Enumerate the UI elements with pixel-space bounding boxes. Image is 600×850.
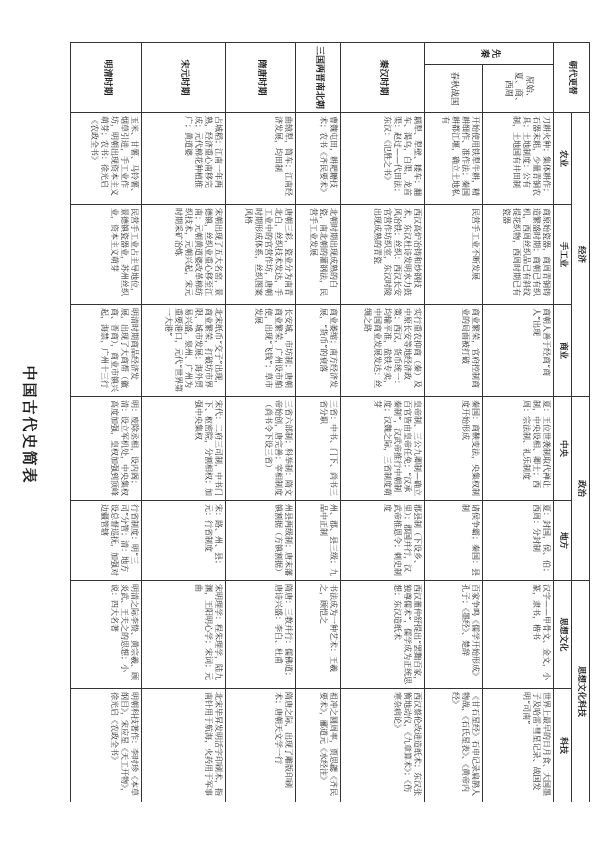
era-cell: 原始、夏、商、西周 (483, 65, 554, 113)
era-cell: 宋元时期 (141, 43, 225, 113)
header-agriculture: 农业 (554, 113, 572, 205)
science-cell: 北宋毕昇发明活字印刷术，指南针用于航海，火药用于军事 (141, 689, 225, 802)
table-viewport (70, 42, 600, 802)
era-cell: 秦汉时期 (341, 43, 425, 113)
thought-cell: 隋唐：三教并行：儒佛道；唐诗兴盛：李白、杜甫 (225, 581, 296, 689)
commerce-cell: 北宋纸币“交子”出现，商业繁荣，打破坊市界限，城市发展；海外贸易兴盛，泉州、广州为重要港口，元代“世界第一大港” (141, 305, 225, 397)
thought-cell: 明清之际李贽、黄宗羲、顾炎武、王夫之的思想；小说：四大名著 (71, 581, 142, 689)
era-cell: 隋唐时期 (225, 43, 296, 113)
header-era: 朝代更替 (554, 43, 590, 113)
agriculture-cell: 曹魏屯田，耕耙耱技术；农书《齐民要术》 (296, 113, 341, 205)
thought-cell: 书法成为一种艺术：王羲之，顾恺之 (296, 581, 341, 689)
local-cell: 诸侯争霸；秦国：县制 (425, 501, 483, 581)
handicraft-cell: 民营手工业不断发展 (425, 205, 483, 305)
xianqin-label: 先秦 (425, 43, 554, 65)
header-local: 地方 (554, 501, 572, 581)
era-cell: 春秋战国 (425, 65, 483, 113)
central-cell: 三省：中书、门下、尚书三省分职 (296, 397, 341, 501)
handicraft-cell: 北朝时期出现成熟的白瓷，南北朝的灌钢法，民营手工业发展 (296, 205, 341, 305)
thought-cell: 西汉董仲舒提出“罢黜百家，独尊儒术”，儒学成为正统思想；东汉造纸术 (341, 581, 425, 689)
science-cell: 隋唐之际，出现了雕版印刷术；唐朝天文学一行 (225, 689, 296, 802)
thought-cell: 百家争鸣《儒学开始形成》孔子；《墨经》、楚辞 (425, 581, 483, 689)
thought-cell: 汉字——甲骨文、金文，小篆，隶书，楷书 (483, 581, 554, 689)
table-row (141, 43, 225, 803)
table-row (483, 43, 554, 803)
local-cell: 州、郡、县三级；九品中正制 (296, 501, 341, 581)
header-handicraft: 手工业 (554, 205, 572, 305)
table-row (296, 43, 341, 803)
central-cell: 秦国：商鞅变法，央集权制度开始形成 (425, 397, 483, 501)
table-row (225, 43, 296, 803)
handicraft-cell: 西汉高炉冶铸和炒钢技术，东汉杜诗发明水力鼓风冶铁；丝织：西汉长安官营作坊织室，东汉时陵出现成熟的青瓷 (341, 205, 425, 305)
agriculture-cell: 耦犁、犁壁、耧车；翻车、渴乌，白渠，龙首渠：赵过——代田法；东汉：《氾胜之书》 (341, 113, 425, 205)
handicraft-cell: 商原始瓷器，商周青铜铸造繁盛时期；商朝已有织机，西周丝织品已有斜纹提花织物，西周时期已有瓷器 (483, 205, 554, 305)
handicraft-cell: 宋朝出现了五大名窑，景德镇，丝织业重心移至江南；元朝黄道婆改革棉纺织技术，元朝兴起，宋元时期采矿冶炼 (141, 205, 225, 305)
agriculture-cell: 刀耕火种；集体耕作；石器末耜，少量青铜农具；土地制度：公有制，土地国有井田制 (483, 113, 554, 205)
header-politics: 政治 (572, 397, 590, 581)
history-table-sheet (70, 42, 590, 802)
history-table (70, 42, 590, 802)
science-cell: 《甘石星经》石申记录扁鹊人物战，《石氏星表》、《黄帝内经》 (425, 689, 483, 802)
thought-cell: 宋明理学：程朱理学，陆九渊，王阳明心学；宋词；元曲 (141, 581, 225, 689)
central-cell: 宋代：二府三司制，中书门下、枢密院，分割相权；加强中央集权 (141, 397, 225, 501)
era-cell: 明清时期 (71, 43, 142, 113)
central-cell: 三省六部制；科举制：隋文帝始创，唐完善；宰相制度（尚书令下设三省） (225, 397, 296, 501)
science-cell: 祖冲之圆周率，贾思勰《齐民要术》，郦道元《水经注》 (296, 689, 341, 802)
commerce-cell: 长安城，市坊制；唐朝商业繁荣，广州设市舶使，出现“飞钱”；草市发展 (225, 305, 296, 397)
table-row (341, 43, 425, 803)
local-cell: 行省制度：明“三司”分管；清：地方设总督巡抚，加强对边疆管辖 (71, 501, 142, 581)
commerce-cell: 实行重农抑商（秦）及中原长安等地经济政策；西汉，货币统一：均输平准，盐铁专卖，中国商业发展发达：丝绸之路 (341, 305, 425, 397)
science-cell: 西汉蔡伦改进造纸术；东汉张衡地动仪，《九章算术》；《伤寒杂病论》 (341, 689, 425, 802)
era-cell: 三国两晋南北朝 (296, 43, 341, 113)
handicraft-cell: 民营手工业占主导地位，景德镇瓷器业，苏州丝织业，资本主义萌芽 (71, 205, 142, 305)
page-title: 中国古代史简表 (20, 365, 39, 485)
commerce-cell: 明清时期商品经济发展，出现了大商帮（徽商、晋商），商业市镇兴起，海禁，广州十三行 (71, 305, 142, 397)
header-thought: 思想文化 (554, 581, 572, 689)
table-row (425, 43, 483, 803)
science-cell: 明朝科技著作：李时珍《本草纲目》，宋应星《天工开物》，徐光启《农政全书》 (71, 689, 142, 802)
agriculture-cell: 玉米、甘薯、马铃薯、烟草引进，手工业作坊，明朝出现资本主义萌芽；农书：徐光启《农政全书》 (71, 113, 142, 205)
commerce-cell: 商朝人善于经商“商人”出现 (483, 305, 554, 397)
local-cell: 宋：路、州、县；元：行省制度 (141, 501, 225, 581)
header-commerce: 商业 (554, 305, 572, 397)
central-cell: 皇帝制、三公九卿制—确立百官皆由皇帝任免；“汉承秦制”，汉武帝推行中朝制度；汉魏之际，三省制度萌芽 (341, 397, 425, 501)
commerce-cell: 商业萎缩；南方经济发展，“货币”的衰落 (296, 305, 341, 397)
header-science: 科技 (554, 689, 572, 802)
header-culture: 思想文化科技 (572, 581, 590, 802)
central-cell: 明：废除丞相，设内阁；清：设立军机处，中央集权高度加强，皇权加强到顶峰 (71, 397, 142, 501)
agriculture-cell: 曲辕犁，筒车；江南经济发展，均田制 (225, 113, 296, 205)
header-central: 中央 (554, 397, 572, 501)
central-cell: 夏：王位世袭制取代禅让制，中央设相、卿士；西周：宗法制、礼乐制度 (483, 397, 554, 501)
commerce-cell: 商业繁荣，官府控制商业的局面被打破 (425, 305, 483, 397)
local-cell: 州县两级制；唐末藩镇割据（方镇割据） (225, 501, 296, 581)
table-row (71, 43, 142, 803)
handicraft-cell: 唐朝三彩，瓷业分为南青北白，丝织技术发达，手工业中的官营作坊，唐朝时期形成体系，丝织图案风格 (225, 205, 296, 305)
local-cell: 郡县制（下设乡、里）；郡国并行，汉武帝推恩令；刺史制度 (341, 501, 425, 581)
header-economy: 经济 (572, 113, 590, 397)
local-cell: 夏：封国，侯、伯；西周：分封制 (483, 501, 554, 581)
science-cell: 世界上最早的日月食、大国墨子及哈雷·彗星记录、战国发明“司南” (483, 689, 554, 802)
agriculture-cell: 开始使用铁犁牛耕，精耕细作、准作法；秦国耕都江堰，确立土地私有 (425, 113, 483, 205)
agriculture-cell: 占城稻；江南一年两熟，经济重心南移完成；元代棉花种植推广；黄道婆 (141, 113, 225, 205)
